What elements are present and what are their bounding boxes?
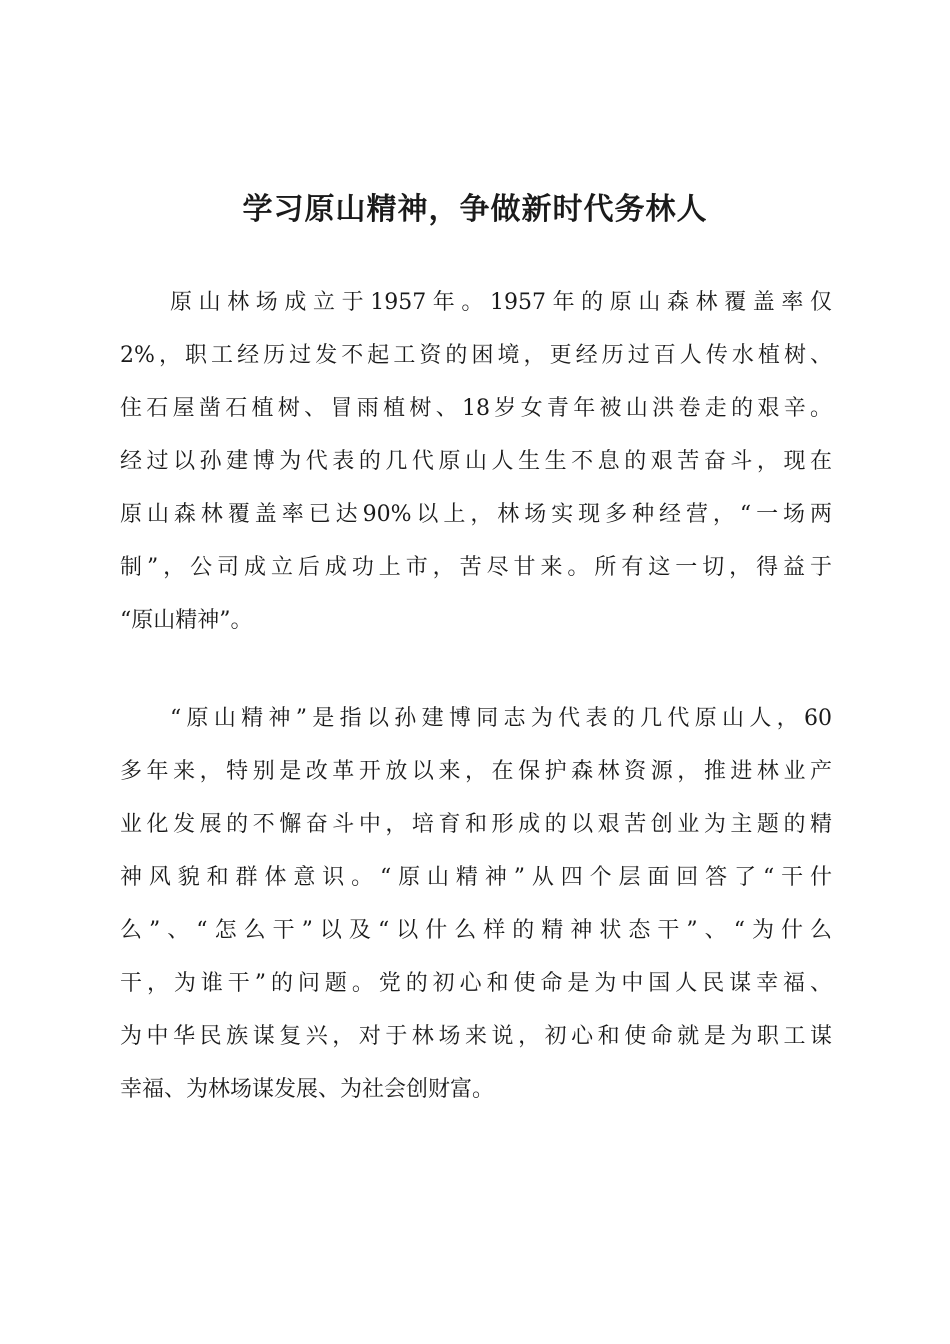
paragraph-line: 住石屋凿石植树、冒雨植树、18岁女青年被山洪卷走的艰辛。 — [120, 396, 832, 421]
paragraph-line: 原山林场成立于1957年。1957年的原山森林覆盖率仅 — [170, 290, 832, 315]
document-title: 学习原山精神，争做新时代务林人 — [242, 192, 708, 227]
paragraph-line: “原山精神”。 — [120, 608, 253, 633]
paragraph-line: 多年来，特别是改革开放以来，在保护森林资源，推进林业产 — [120, 759, 832, 784]
paragraph-line: 业化发展的不懈奋斗中，培育和形成的以艰苦创业为主题的精 — [120, 812, 832, 837]
paragraph-line: 制”，公司成立后成功上市，苦尽甘来。所有这一切，得益于 — [120, 555, 832, 580]
paragraph-line: 干，为谁干”的问题。党的初心和使命是为中国人民谋幸福、 — [120, 971, 832, 996]
paragraph-line: 么”、“怎么干”以及“以什么样的精神状态干”、“为什么 — [120, 918, 832, 943]
paragraph-line: 神风貌和群体意识。“原山精神”从四个层面回答了“干什 — [120, 865, 832, 890]
paragraph-line: 为中华民族谋复兴，对于林场来说，初心和使命就是为职工谋 — [120, 1024, 832, 1049]
paragraph-line: 经过以孙建博为代表的几代原山人生生不息的艰苦奋斗，现在 — [120, 449, 832, 474]
paragraph-line: “原山精神”是指以孙建博同志为代表的几代原山人，60 — [170, 706, 832, 731]
paragraph-1 — [120, 276, 832, 647]
paragraph-line: 原山森林覆盖率已达90%以上，林场实现多种经营，“一场两 — [120, 502, 832, 527]
paragraph-line: 2%，职工经历过发不起工资的困境，更经历过百人传水植树、 — [120, 343, 832, 368]
paragraph-2 — [120, 692, 832, 1116]
paragraph-line: 幸福、为林场谋发展、为社会创财富。 — [120, 1077, 495, 1102]
